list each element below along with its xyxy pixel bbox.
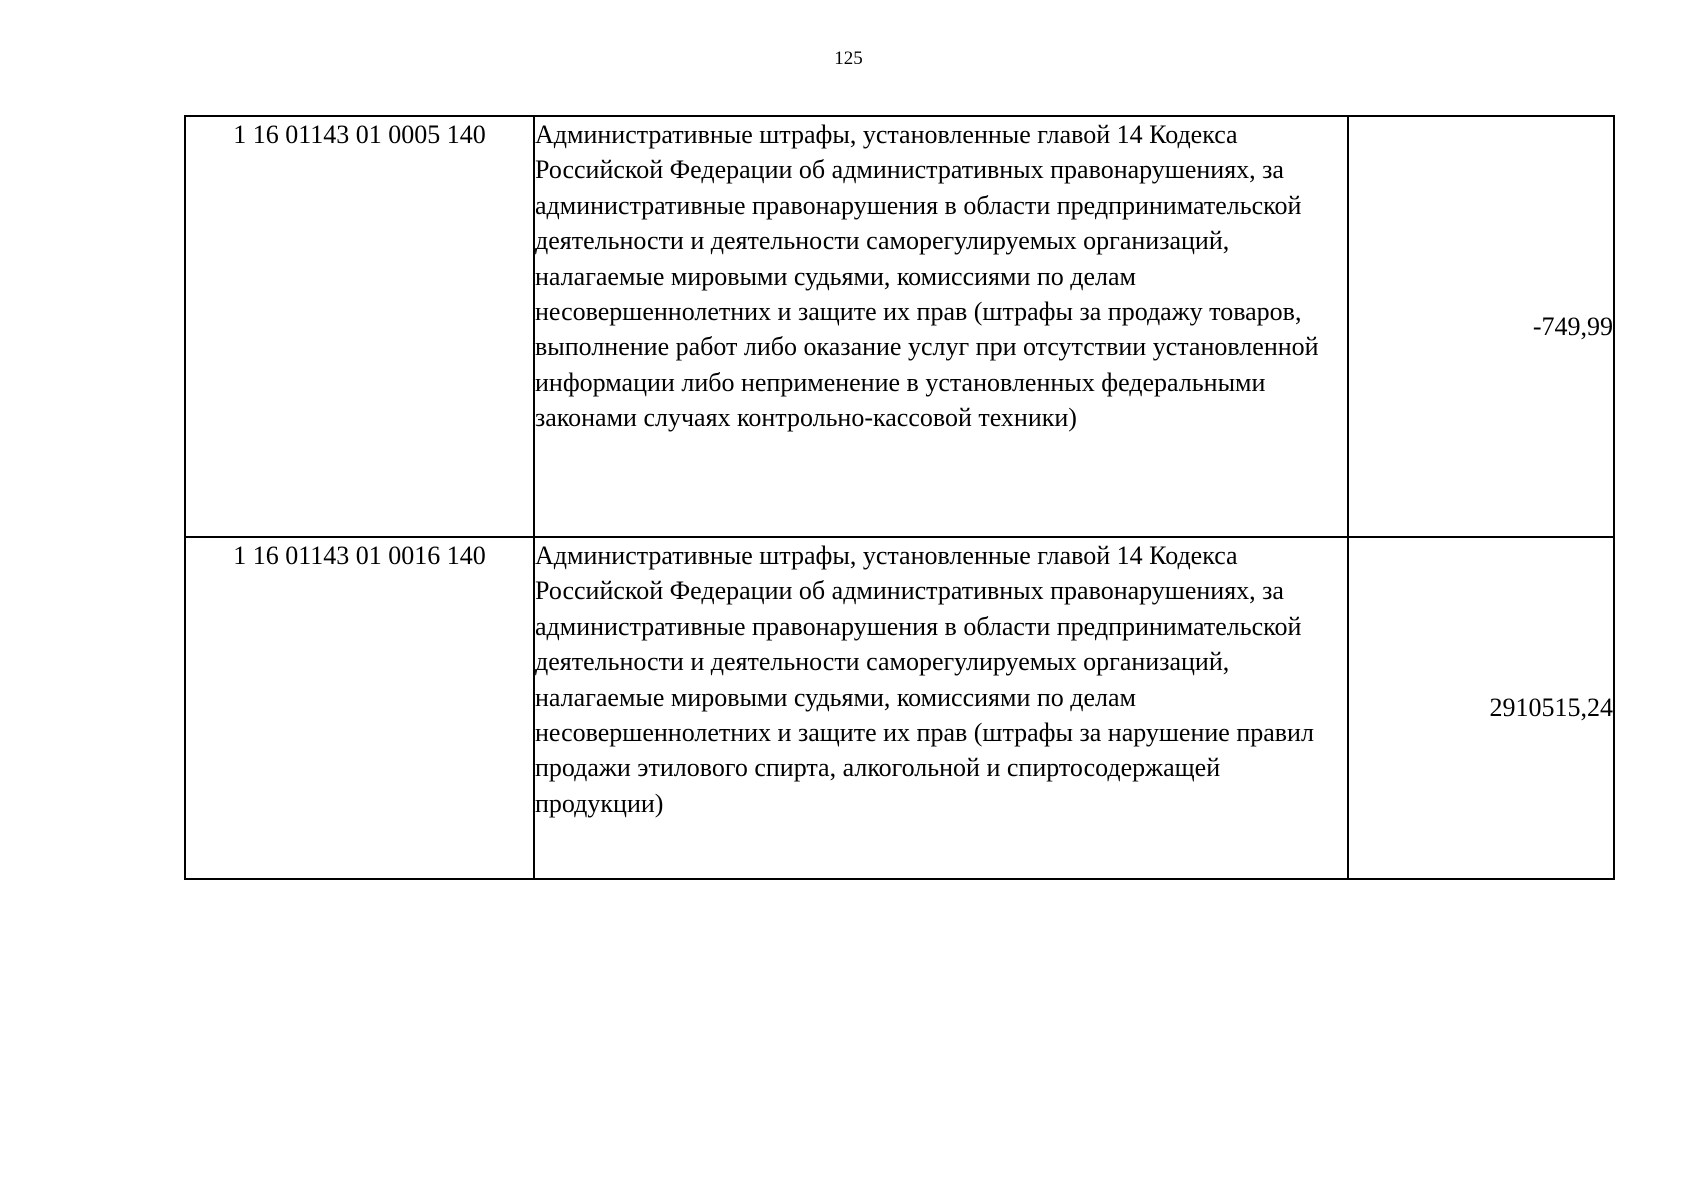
amount-cell: 2910515,24 [1348,537,1614,879]
budget-code-cell: 1 16 01143 01 0016 140 [185,537,534,879]
budget-code-cell: 1 16 01143 01 0005 140 [185,116,534,537]
description-cell: Административные штрафы, установленные главой 14 Кодекса Российской Федерации об административных правонарушениях, за административные правонарушения в области предпринимательской деятельности и деятельности саморегулируемых организаций, налагаемые мировыми судьями, комиссиями по делам несовершеннолетних и защите их прав (штрафы за нарушение правил продажи этилового спирта, алкогольной и спиртосодержащей продукции) [534,537,1348,879]
table-row [185,537,1614,879]
page-number: 125 [834,48,863,69]
table-row [185,116,1614,537]
revenue-table [184,115,1615,880]
amount-cell: -749,99 [1348,116,1614,537]
description-cell: Административные штрафы, установленные главой 14 Кодекса Российской Федерации об административных правонарушениях, за административные правонарушения в области предпринимательской деятельности и деятельности саморегулируемых организаций, налагаемые мировыми судьями, комиссиями по делам несовершеннолетних и защите их прав (штрафы за продажу товаров, выполнение работ либо оказание услуг при отсутствии установленной информации либо неприменение в установленных федеральными законами случаях контрольно-кассовой техники) [534,116,1348,537]
